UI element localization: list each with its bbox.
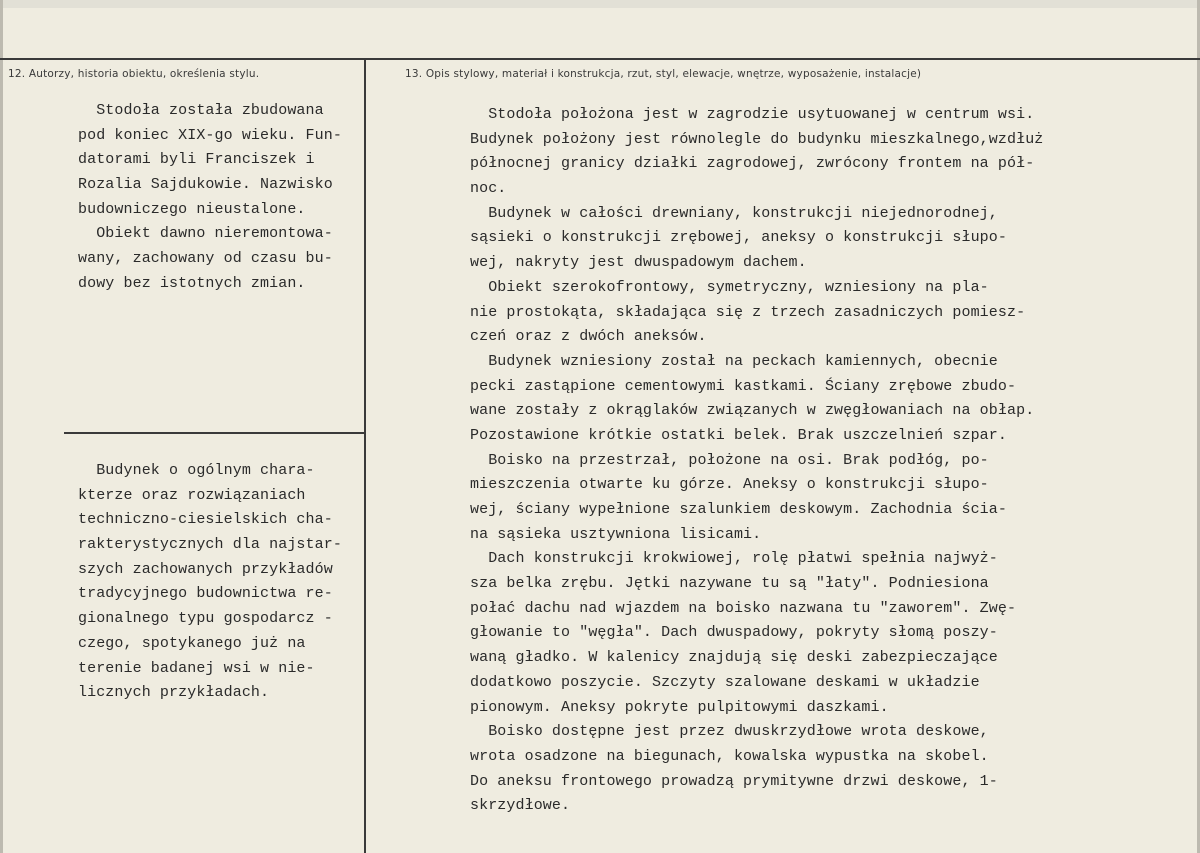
style-assessment-text <box>78 459 342 706</box>
text-line: pionowym. Aneksy pokryte pulpitowymi daszkami. <box>470 698 889 716</box>
left-section-divider <box>64 432 364 434</box>
text-line: skrzydłowe. <box>470 797 571 815</box>
text-line: Budynek o ogólnym chara- <box>78 462 315 479</box>
text-line: na sąsieka usztywniona lisicami. <box>470 525 762 543</box>
text-line: terenie badanej wsi w nie- <box>78 659 315 677</box>
text-line: wany, zachowany od czasu bu- <box>78 250 333 268</box>
text-line: Boisko dostępne jest przez dwuskrzydłowe wrota deskowe, <box>470 723 989 741</box>
text-line: pecki zastąpione cementowymi kastkami. Ściany zrębowe zbudo- <box>470 377 1017 395</box>
text-line: Dach konstrukcji krokwiowej, rolę płatwi spełnia najwyż- <box>470 550 998 568</box>
text-line: Stodoła położona jest w zagrodzie usytuowanej w centrum wsi. <box>470 106 1035 123</box>
text-line: kterze oraz rozwiązaniach <box>78 486 306 504</box>
text-line: tradycyjnego budownictwa re- <box>78 585 333 603</box>
text-line: północnej granicy działki zagrodowej, zwrócony frontem na pół- <box>470 155 1035 173</box>
text-line: Budynek wzniesiony został na peckach kamiennych, obecnie <box>470 352 998 370</box>
text-line: waną gładko. W kalenicy znajdują się deski zabezpieczające <box>470 649 998 667</box>
text-line: budowniczego nieustalone. <box>78 200 306 218</box>
column-divider <box>364 58 366 853</box>
section-13-header: 13. Opis stylowy, materiał i konstrukcja, rzut, styl, elewacje, wnętrze, wyposażenie, instalacje) <box>405 68 922 80</box>
text-line: Boisko na przestrzał, położone na osi. Brak podłóg, po- <box>470 451 989 469</box>
text-line: nie prostokąta, składająca się z trzech zasadniczych pomiesz- <box>470 303 1026 321</box>
building-description-text <box>470 103 1043 819</box>
text-line: Rozalia Sajdukowie. Nazwisko <box>78 176 333 194</box>
text-line: mieszczenia otwarte ku górze. Aneksy o konstrukcji słupo- <box>470 476 989 494</box>
text-line: gionalnego typu gospodarcz - <box>78 610 333 628</box>
header-rule <box>0 58 1200 60</box>
text-line: datorami byli Franciszek i <box>78 151 315 169</box>
text-line: Stodoła została zbudowana <box>78 102 324 119</box>
text-line: licznych przykładach. <box>78 684 270 702</box>
text-line: pod koniec XIX-go wieku. Fun- <box>78 126 342 144</box>
text-line: Pozostawione krótkie ostatki belek. Brak uszczelnień szpar. <box>470 426 1007 444</box>
text-line: sąsieki o konstrukcji zrębowej, aneksy o konstrukcji słupo- <box>470 229 1007 247</box>
text-line: Budynek położony jest równolegle do budynku mieszkalnego,wzdłuż <box>470 130 1044 148</box>
text-line: Obiekt szerokofrontowy, symetryczny, wzniesiony na pla- <box>470 278 989 296</box>
text-line: czeń oraz z dwóch aneksów. <box>470 328 707 346</box>
text-line: wrota osadzone na biegunach, kowalska wypustka na skobel. <box>470 747 989 765</box>
text-line: Obiekt dawno nieremontowa- <box>78 225 333 243</box>
top-edge <box>0 0 1200 8</box>
authors-history-text <box>78 99 342 297</box>
text-line: wej, ściany wypełnione szalunkiem deskowym. Zachodnia ścia- <box>470 501 1007 518</box>
text-line: dodatkowo poszycie. Szczyty szalowane deskami w układzie <box>470 673 980 691</box>
text-line: Budynek w całości drewniany, konstrukcji niejednorodnej, <box>470 204 998 222</box>
text-line: czego, spotykanego już na <box>78 634 306 652</box>
text-line: rakterystycznych dla najstar- <box>78 536 342 554</box>
text-line: szych zachowanych przykładów <box>78 560 333 578</box>
text-line: noc. <box>470 180 507 198</box>
text-line: głowanie to "węgła". Dach dwuspadowy, pokryty słomą poszy- <box>470 624 998 642</box>
text-line: dowy bez istotnych zmian. <box>78 274 306 292</box>
left-edge <box>0 0 3 853</box>
section-12-header: 12. Autorzy, historia obiektu, określenia stylu. <box>8 68 260 80</box>
text-line: wej, nakryty jest dwuspadowym dachem. <box>470 254 807 272</box>
text-line: sza belka zrębu. Jętki nazywane tu są "łaty". Podniesiona <box>470 575 989 593</box>
text-line: techniczno-ciesielskich cha- <box>78 511 333 529</box>
text-line: wane zostały z okrąglaków związanych w zwęgłowaniach na obłap. <box>470 402 1035 420</box>
text-line: połać dachu nad wjazdem na boisko nazwana tu "zaworem". Zwę- <box>470 599 1017 617</box>
text-line: Do aneksu frontowego prowadzą prymitywne drzwi deskowe, 1- <box>470 772 998 790</box>
